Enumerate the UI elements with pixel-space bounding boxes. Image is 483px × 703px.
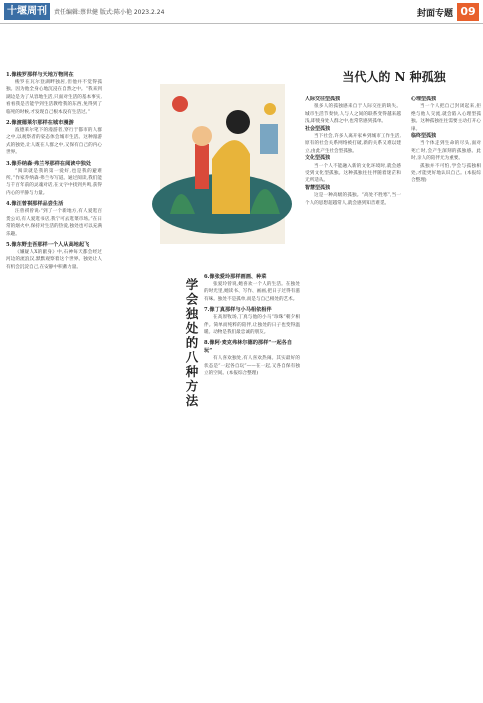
paragraph: 临终型孤独 bbox=[411, 133, 437, 140]
page-header bbox=[0, 0, 483, 24]
paragraph: 孤独并不可怕,学会与孤独相处,才能更好地认识自己。(本报综合整理) bbox=[411, 163, 481, 184]
section-title: 封面专题 bbox=[416, 9, 453, 19]
section-heading: 5.像东野圭吾那样一个人从高地起飞 bbox=[6, 241, 90, 248]
publication-name: 十堰周刊 bbox=[4, 3, 50, 20]
main-title: 当代人的 N 种孤独 bbox=[342, 70, 446, 84]
section-heading: 8.像阿·麦克弗林尔德的那样“一起各自玩” bbox=[204, 340, 293, 355]
paragraph: 在高原牧场,丁真与他的小马“珍珠”朝夕相伴。简单而纯粹的陪伴,让独处的日子也变得温暖。动物是我们最忠诚的朋友。 bbox=[204, 315, 300, 336]
column-4 bbox=[411, 96, 481, 703]
paragraph: 文化型孤独 bbox=[305, 155, 331, 162]
paragraph: 人际交往型孤独 bbox=[305, 96, 341, 102]
paragraph: 当一个人不能融入新的文化环境时,就会感受到文化型孤独。这种孤独往往伴随着迷茫和无所适从。 bbox=[305, 163, 401, 184]
paragraph: 很多人的孤独感来自于人际交往的缺失。城市生活节奏快,人与人之间的联系变得越来越浅,即使身处人群之中,也常常感到孤单。 bbox=[305, 104, 401, 125]
column-2 bbox=[204, 270, 300, 700]
section-heading: 7.像丁真那样与小马相依相伴 bbox=[204, 307, 272, 314]
section-heading: 3.像乔纳森·弗兰岑那样在阅读中独处 bbox=[6, 160, 92, 167]
vertical-title: 学会独处的八种方法 bbox=[184, 278, 199, 409]
paragraph: 汪曾祺曾说:“到了一个新地方,有人爱逛百货公司,有人爱逛书店,我宁可去逛菜市场。”在日常的烟火中,保持对生活的热爱,独处也可以充满乐趣。 bbox=[6, 209, 102, 237]
cover-illustration bbox=[140, 64, 305, 264]
paragraph: “阅读就是我的第一爱好,也是我的避难所。”作家乔纳森·弗兰岑写道。通过阅读,我们能与千百年前的灵魂对话,在文字中找到共鸣,获得内心的平静与力量。 bbox=[6, 168, 102, 196]
paragraph: 梭罗在瓦尔登湖畔独居,但他并不觉得孤独。因为他全身心地沉浸在自然之中。“我来到湖边是为了从容地生活,只面对生活的基本事实,看看我是否能学到生活教给我的东西,免得到了临死的时候,才发现自己根本没有生活过。” bbox=[6, 80, 102, 115]
editor-credits: 责任编辑:蔡世健 版式:陈小艳 2023.2.24 bbox=[54, 9, 165, 16]
section-heading: 1.像梭罗那样与天地万物同在 bbox=[6, 72, 74, 78]
section-heading: 6.像张爱玲那样画画、种菜 bbox=[204, 274, 267, 280]
column-1 bbox=[6, 68, 102, 700]
paragraph: 波德莱尔笔下的漫游者,穿行于都市的人群之中,以观察者的姿态体会城市生活。这种漫游式的独处,让人既在人群之中,又保有自己的内心世界。 bbox=[6, 128, 102, 156]
paragraph: 智慧型孤独 bbox=[305, 184, 331, 191]
paragraph: 《嫌疑人X的献身》中,石神每天都会经过河边的流浪汉,默默观察着这个世界。独处让人有机会沉淀自己,在安静中积蓄力量。 bbox=[6, 249, 102, 270]
column-3 bbox=[305, 96, 401, 703]
paragraph: 张爱玲曾说,她喜欢一个人的生活。在独处的时光里,她读书、写作、画画,把日子过得有滋有味。独处不是孤单,而是与自己相处的艺术。 bbox=[204, 282, 300, 302]
paragraph: 当一个人把自己封闭起来,拒绝与他人交流,就会陷入心理型孤独。这种孤独往往需要主动打开心扉。 bbox=[411, 104, 481, 132]
paragraph: 有人喜欢独处,有人喜欢热闹。其实最好的状态是“一起各自玩”——在一起,又各自保有独立的空间。(本报综合整理) bbox=[204, 356, 300, 377]
paragraph: 这是一种高级的孤独。“高处不胜寒”,当一个人的思想超越常人,就会感到知音难觅。 bbox=[305, 193, 401, 206]
paragraph: 心理型孤独 bbox=[411, 96, 437, 102]
paragraph: 社会型孤独 bbox=[305, 125, 331, 132]
paragraph: 当下社会,许多人离开家乡到城市工作生活,原有的社会关系网络被打破,新的关系又难以建立,由此产生社会型孤独。 bbox=[305, 134, 401, 154]
section-heading: 2.像渡德莱尔那样在城市漫游 bbox=[6, 120, 74, 127]
paragraph: 当个体走到生命的尽头,面对死亡时,会产生深刻的孤独感。此时,亲人的陪伴尤为重要。 bbox=[411, 141, 481, 162]
section-heading: 4.像汪曾祺那样品尝生活 bbox=[6, 201, 64, 208]
page-number: 09 bbox=[457, 3, 479, 21]
